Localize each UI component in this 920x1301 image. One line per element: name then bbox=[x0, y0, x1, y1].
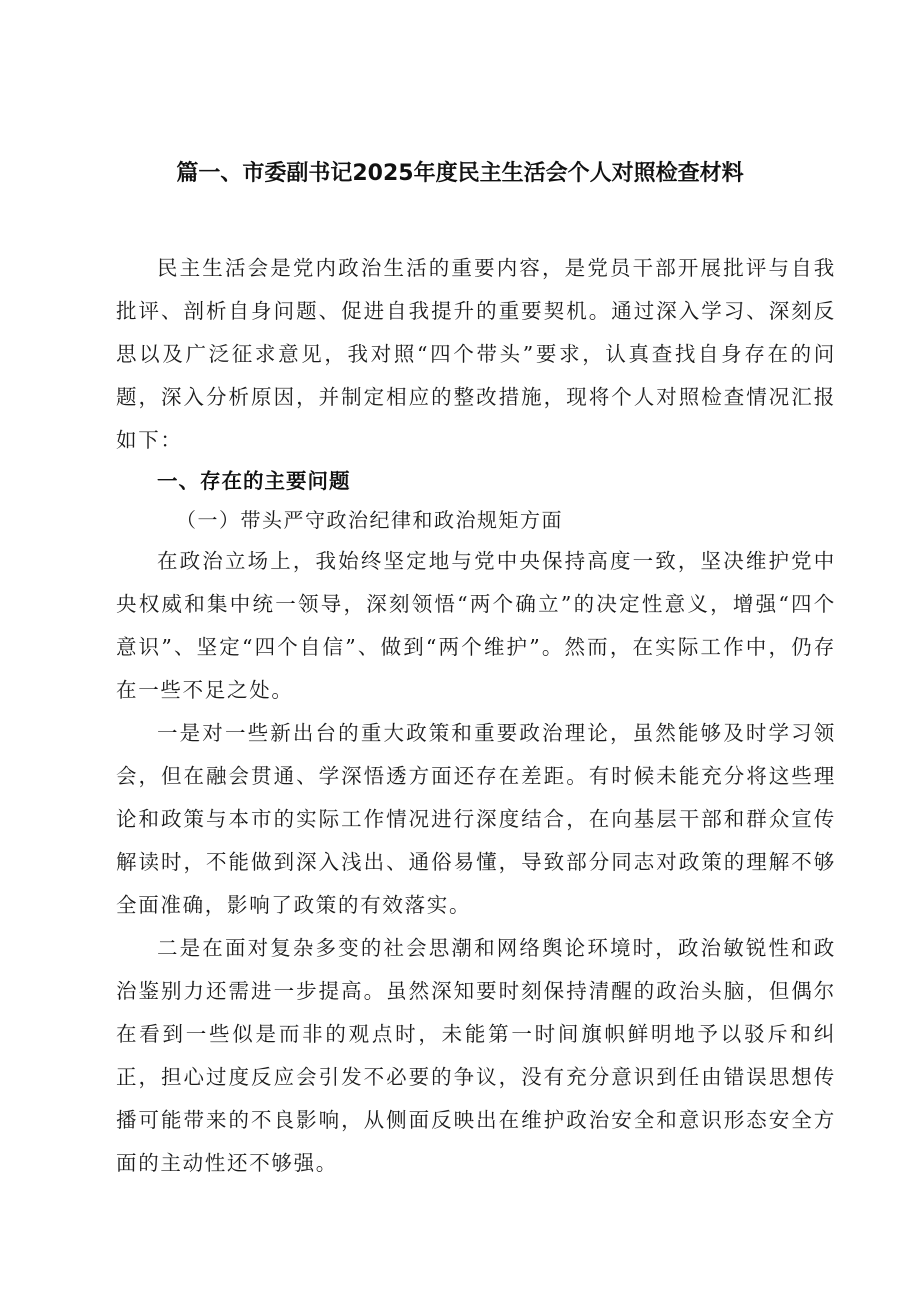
document-title: 篇一、市委副书记2025年度民主生活会个人对照检查材料 bbox=[176, 161, 744, 186]
document-body bbox=[116, 247, 836, 1185]
section-heading: 一、存在的主要问题 bbox=[157, 469, 351, 493]
subsection-heading: （一）带头严守政治纪律和政治规矩方面 bbox=[176, 508, 563, 532]
intro-paragraph: 民主生活会是党内政治生活的重要内容，是党员干部开展批评与自我批评、剖析自身问题、促进自我提升的重要契机。通过深入学习、深刻反思以及广泛征求意见，我对照“四个带头”要求，认真查找自身存在的问题，深入分析原因，并制定相应的整改措施，现将个人对照检查情况汇报如下： bbox=[116, 256, 836, 452]
body-paragraph: 在政治立场上，我始终坚定地与党中央保持高度一致，坚决维护党中央权威和集中统一领导，深刻领悟“两个确立”的决定性意义，增强“四个意识”、坚定“四个自信”、做到“两个维护”。然而，在实际工作中，仍存在一些不足之处。 bbox=[116, 549, 836, 702]
body-paragraph: 一是对一些新出台的重大政策和重要政治理论，虽然能够及时学习领会，但在融会贯通、学深悟透方面还存在差距。有时候未能充分将这些理论和政策与本市的实际工作情况进行深度结合，在向基层干部和群众宣传解读时，不能做到深入浅出、通俗易懂，导致部分同志对政策的理解不够全面准确，影响了政策的有效落实。 bbox=[116, 721, 836, 917]
body-paragraph: 二是在面对复杂多变的社会思潮和网络舆论环境时，政治敏锐性和政治鉴别力还需进一步提高。虽然深知要时刻保持清醒的政治头脑，但偶尔在看到一些似是而非的观点时，未能第一时间旗帜鲜明地予以驳斥和纠正，担心过度反应会引发不必要的争议，没有充分意识到任由错误思想传播可能带来的不良影响，从侧面反映出在维护政治安全和意识形态安全方面的主动性还不够强。 bbox=[116, 936, 836, 1175]
